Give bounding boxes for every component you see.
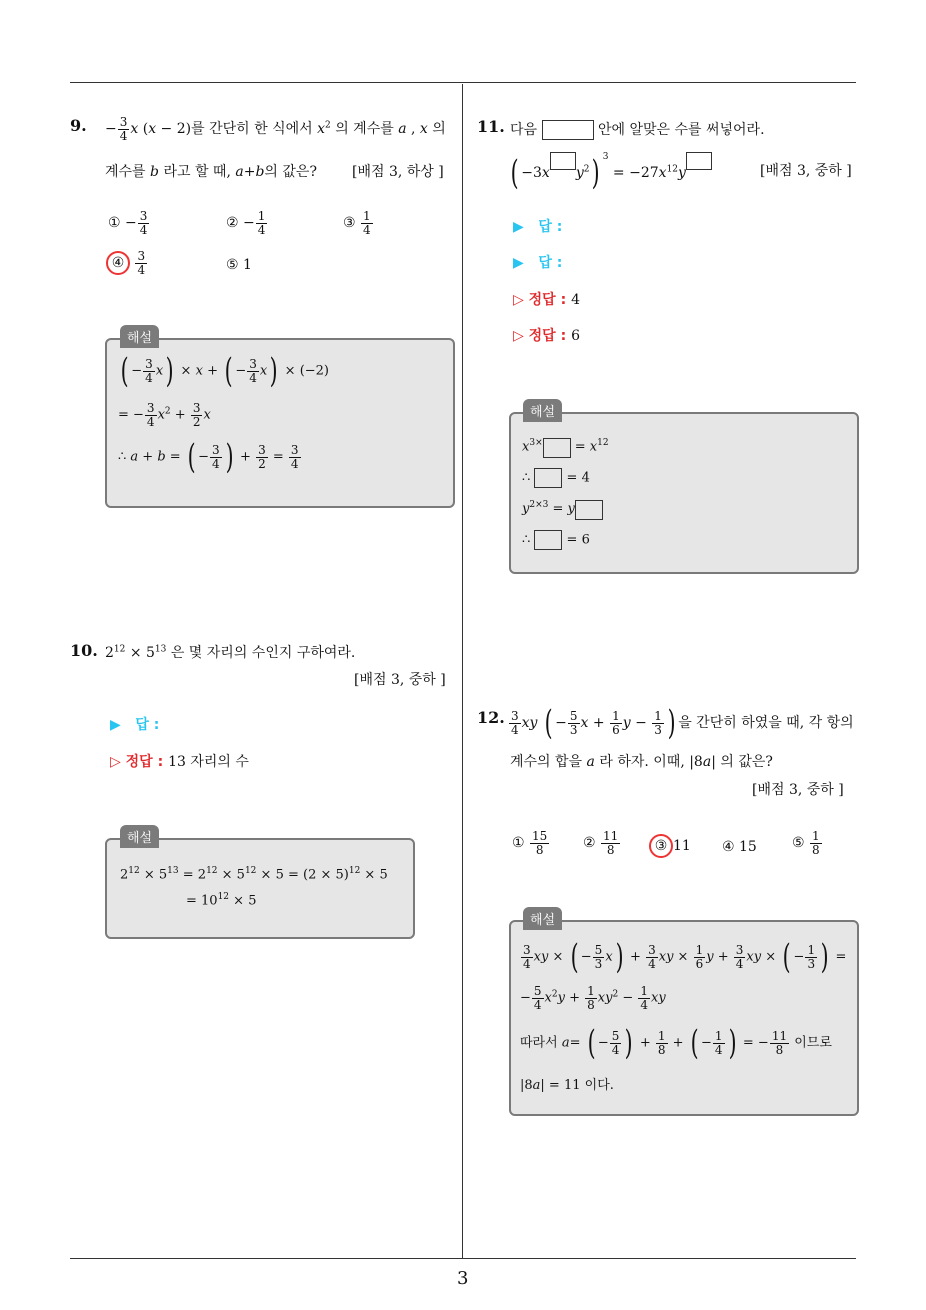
q11-number: 11. — [477, 117, 505, 136]
q12-solution-line3: 따라서 a= ( − $\frac{5}{4}$ ) + $\frac{1}{8}$ + ( − $\frac{1}{4}$ ) = − $\frac{11}{8}$ 이므로 — [520, 1023, 832, 1063]
q11-solution-line2: ∴ = 4 — [522, 468, 590, 488]
q11-score: [배점 3, 중하 ] — [760, 163, 852, 179]
q9-solution-tag: 해설 — [120, 325, 159, 348]
q10-question: $2^{12} \times 5^{13}$ 은 몇 자리의 수인지 구하여라. — [105, 644, 356, 661]
q9-option-3[interactable]: ③ $\frac{1}{4}$ — [343, 209, 371, 237]
top-rule — [70, 82, 856, 83]
selected-answer-mark: ④ — [106, 251, 130, 275]
q11-question: 다음 안에 알맞은 수를 써넣어라. — [510, 122, 765, 138]
q12-option-2[interactable]: ② $\frac{11}{8}$ — [583, 829, 619, 857]
q11-answer-row-2[interactable]: ▶ 답 : — [513, 255, 563, 271]
q9-question-line1: − $\frac{3}{4}$ x (x − 2)를 간단히 한 식에서 $x^2$ 의 계수를 a , x 의 — [105, 115, 446, 143]
q10-solution-tag: 해설 — [120, 825, 159, 848]
q12-solution-tag: 해설 — [523, 907, 562, 930]
q9-score: [배점 3, 하상 ] — [352, 164, 444, 180]
bottom-rule — [70, 1258, 856, 1259]
q9-solution-line3: ∴ a + b = ( − $\frac{3}{4}$ ) + $\frac{3}{2}$ = $\frac{3}{4}$ — [118, 437, 299, 477]
q9-option-5[interactable]: ⑤ 1 — [226, 257, 252, 273]
q9-option-4[interactable]: ④ $\frac{3}{4}$ — [106, 250, 148, 276]
page-number: 3 — [457, 1268, 469, 1289]
q12-number: 12. — [477, 708, 505, 727]
q9-option-1[interactable]: ① − $\frac{3}{4}$ — [108, 209, 148, 237]
q12-solution-line4: |8a| = 11 이다. — [520, 1078, 614, 1093]
q10-score: [배점 3, 중하 ] — [354, 672, 446, 688]
outline-triangle-icon: ▷ — [513, 292, 524, 308]
q12-option-3[interactable]: ③ 11 — [649, 834, 691, 858]
q11-correct-row-2: ▷ 정답 : 6 — [513, 328, 580, 344]
outline-triangle-icon: ▷ — [110, 754, 121, 770]
q10-answer-row[interactable]: ▶ 답 : — [110, 717, 160, 733]
blank-box[interactable] — [542, 120, 594, 140]
q12-solution-line1: $\frac{3}{4}$ xy × ( − $\frac{5}{3}$ x) + $\frac{3}{4}$ xy × $\frac{1}{6}$ y + $\frac{3}{4}$ xy × ( − $\frac{1}{3}$ ) = — [523, 937, 847, 977]
q11-answer-row-1[interactable]: ▶ 답 : — [513, 219, 563, 235]
q9-question-line2: 계수를 b 라고 할 때, a+b의 값은? — [105, 164, 317, 180]
q12-question-line2: 계수의 합을 a 라 하자. 이때, |8a| 의 값은? — [510, 754, 773, 770]
q11-solution-tag: 해설 — [523, 399, 562, 422]
q12-question-line1: $\frac{3}{4}$ xy ( − $\frac{5}{3}$ x + $\frac{1}{6}$ y − $\frac{1}{3}$ ) 을 간단히 하였을 때, 각 항의 — [511, 703, 854, 743]
play-icon: ▶ — [110, 717, 121, 733]
column-divider — [462, 84, 463, 1258]
q11-solution-line4: ∴ = 6 — [522, 530, 590, 550]
selected-answer-mark: ③ — [649, 834, 673, 858]
q12-option-5[interactable]: ⑤ $\frac{1}{8}$ — [792, 829, 820, 857]
blank-box[interactable] — [686, 152, 712, 170]
q10-number: 10. — [70, 641, 98, 660]
q10-solution-line1: $2^{12} \times 5^{13} = 2^{12} \times 5^{12} \times 5 = (2 \times 5)^{12} \times 5$ — [120, 866, 388, 883]
q11-correct-row-1: ▷ 정답 : 4 — [513, 292, 580, 308]
blank-box[interactable] — [550, 152, 576, 170]
outline-triangle-icon: ▷ — [513, 328, 524, 344]
play-icon: ▶ — [513, 219, 524, 235]
q9-number: 9. — [70, 116, 87, 135]
play-icon: ▶ — [513, 255, 524, 271]
q12-option-1[interactable]: ① $\frac{15}{8}$ — [512, 829, 548, 857]
q12-option-4[interactable]: ④ 15 — [722, 839, 757, 855]
q10-solution-line2: = $10^{12} \times 5$ — [186, 892, 257, 909]
q9-solution-line2: = − $\frac{3}{4}$ $x^2$ + $\frac{3}{2}$ x — [118, 401, 211, 429]
q9-solution-line1: ( − $\frac{3}{4}$ x) × x + ( − $\frac{3}{4}$ x) × (−2) — [120, 351, 329, 391]
q11-solution-line3: $y^{2\times 3} = y$ — [522, 500, 603, 520]
q12-solution-line2: − $\frac{5}{4}$ $x^2y$ + $\frac{1}{8}$ $xy^2$ − $\frac{1}{4}$ xy — [520, 984, 666, 1012]
q11-solution-line1: $x^{3\times} = x^{12}$ — [522, 438, 609, 458]
q11-equation: ( −3x $y^2$) $^3 = -27x^{12}y$ — [508, 152, 712, 190]
q9-option-2[interactable]: ② − $\frac{1}{4}$ — [226, 209, 266, 237]
q10-correct-row: ▷ 정답 : 13 자리의 수 — [110, 754, 249, 770]
q10-solution-box — [105, 838, 415, 939]
q12-score: [배점 3, 중하 ] — [752, 782, 844, 798]
